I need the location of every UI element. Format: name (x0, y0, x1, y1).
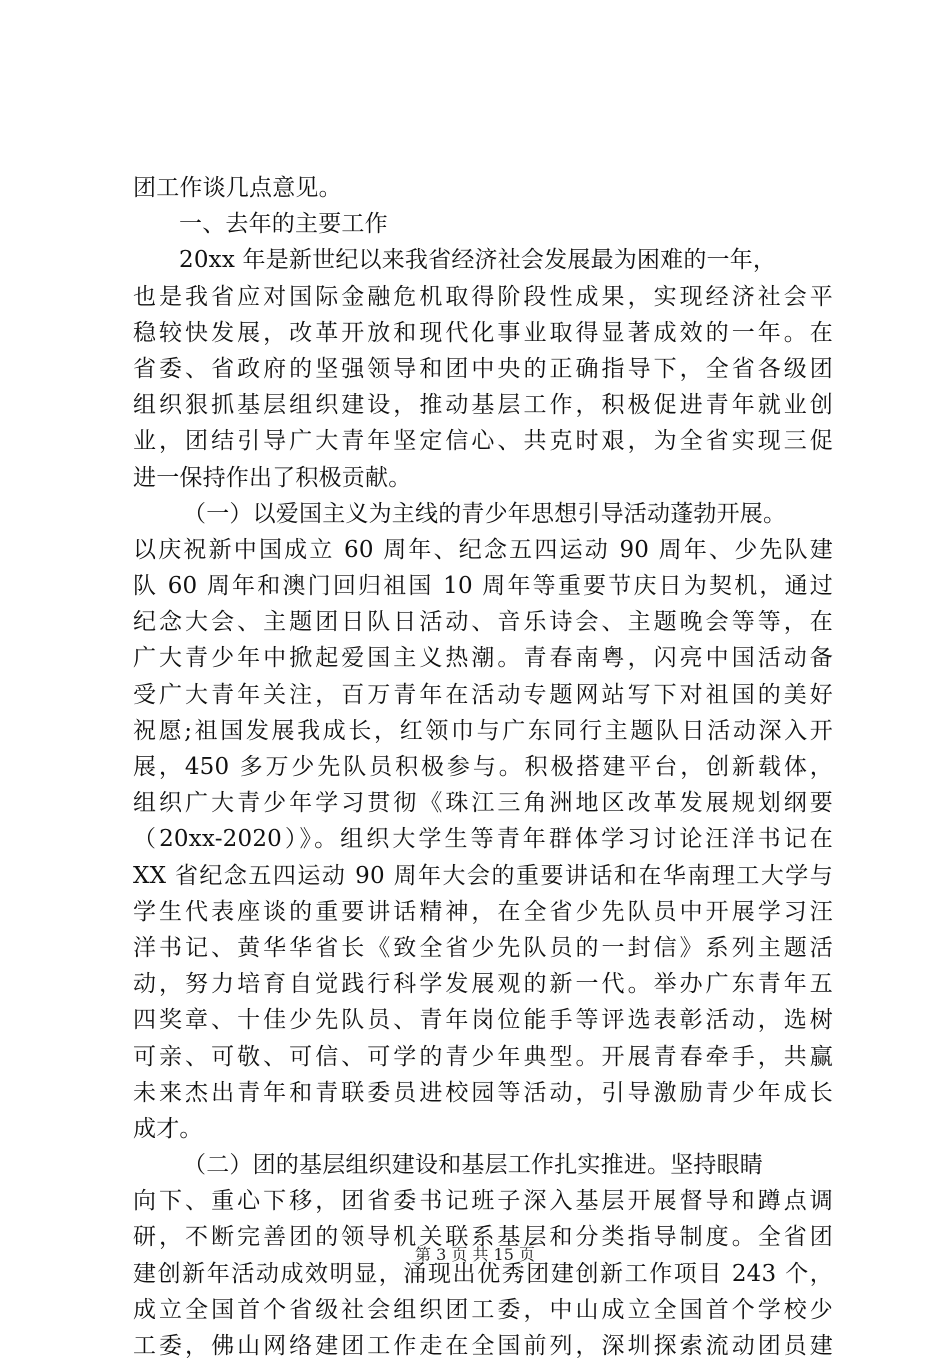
text-line: 可亲、可敬、可信、可学的青少年典型。开展青春牵手，共赢 (133, 1043, 833, 1070)
text-line: 广大青少年中掀起爱国主义热潮。青春南粤，闪亮中国活动备 (133, 645, 833, 672)
text-line: 20xx 年是新世纪以来我省经济社会发展最为困难的一年， (179, 247, 777, 274)
text-line: 组织狠抓基层组织建设，推动基层工作，积极促进青年就业创 (133, 392, 833, 419)
section-heading: 一、去年的主要工作 (179, 211, 388, 238)
body-text (133, 170, 833, 1364)
text-line: 四奖章、十佳少先队员、青年岗位能手等评选表彰活动，选树 (133, 1007, 833, 1034)
text-line: 也是我省应对国际金融危机取得阶段性成果，实现经济社会平 (133, 283, 833, 310)
text-line: XX 省纪念五四运动 90 周年大会的重要讲话和在华南理工大学与 (133, 862, 833, 889)
text-line: 省委、省政府的坚强领导和团中央的正确指导下，全省各级团 (133, 355, 833, 382)
text-line: 祝愿;祖国发展我成长，红领巾与广东同行主题队日活动深入开 (133, 717, 833, 744)
text-line: 业，团结引导广大青年坚定信心、共克时艰，为全省实现三促 (133, 428, 833, 455)
text-line: 成才。 (133, 1115, 203, 1142)
text-line: 组织广大青少年学习贯彻《珠江三角洲地区改革发展规划纲要 (133, 790, 833, 817)
text-line: 展，450 多万少先队员积极参与。积极搭建平台，创新载体， (133, 754, 833, 780)
text-line: 洋书记、黄华华省长《致全省少先队员的一封信》系列主题活 (133, 934, 833, 961)
subsection-heading: （一）以爱国主义为主线的青少年思想引导活动蓬勃开展。 (183, 500, 787, 527)
text-line: 动，努力培育自觉践行科学发展观的新一代。举办广东青年五 (133, 971, 833, 998)
text-line: 成立全国首个省级社会组织团工委，中山成立全国首个学校少 (133, 1296, 833, 1323)
text-line: 工委，佛山网络建团工作走在全国前列，深圳探索流动团员建 (133, 1333, 833, 1359)
text-line: 进一保持作出了积极贡献。 (133, 464, 412, 491)
text-line: 建创新年活动成效明显，涌现出优秀团建创新工作项目 243 个， (133, 1260, 833, 1287)
text-line: 稳较快发展，改革开放和现代化事业取得显著成效的一年。在 (133, 319, 833, 346)
text-line: 未来杰出青年和青联委员进校园等活动，引导激励青少年成长 (133, 1079, 833, 1106)
text-line: （20xx-2020）》。组织大学生等青年群体学习讨论汪洋书记在 (133, 826, 833, 853)
text-line: 队 60 周年和澳门回归祖国 10 周年等重要节庆日为契机，通过 (133, 573, 833, 600)
subsection-heading: （二）团的基层组织建设和基层工作扎实推进。坚持眼睛 (183, 1152, 763, 1179)
text-line: 向下、重心下移，团省委书记班子深入基层开展督导和蹲点调 (133, 1188, 833, 1215)
text-line: 团工作谈几点意见。 (133, 175, 342, 201)
text-line: 受广大青年关注，百万青年在活动专题网站写下对祖国的美好 (133, 681, 833, 708)
page-number-footer: 第 3 页 共 15 页 (415, 1245, 535, 1264)
text-line: 纪念大会、主题团日队日活动、音乐诗会、主题晚会等等，在 (133, 609, 833, 636)
text-line: 学生代表座谈的重要讲话精神，在全省少先队员中开展学习汪 (133, 898, 833, 925)
text-line: 研，不断完善团的领导机关联系基层和分类指导制度。全省团 (133, 1224, 833, 1251)
text-line: 以庆祝新中国成立 60 周年、纪念五四运动 90 周年、少先队建 (133, 536, 833, 563)
